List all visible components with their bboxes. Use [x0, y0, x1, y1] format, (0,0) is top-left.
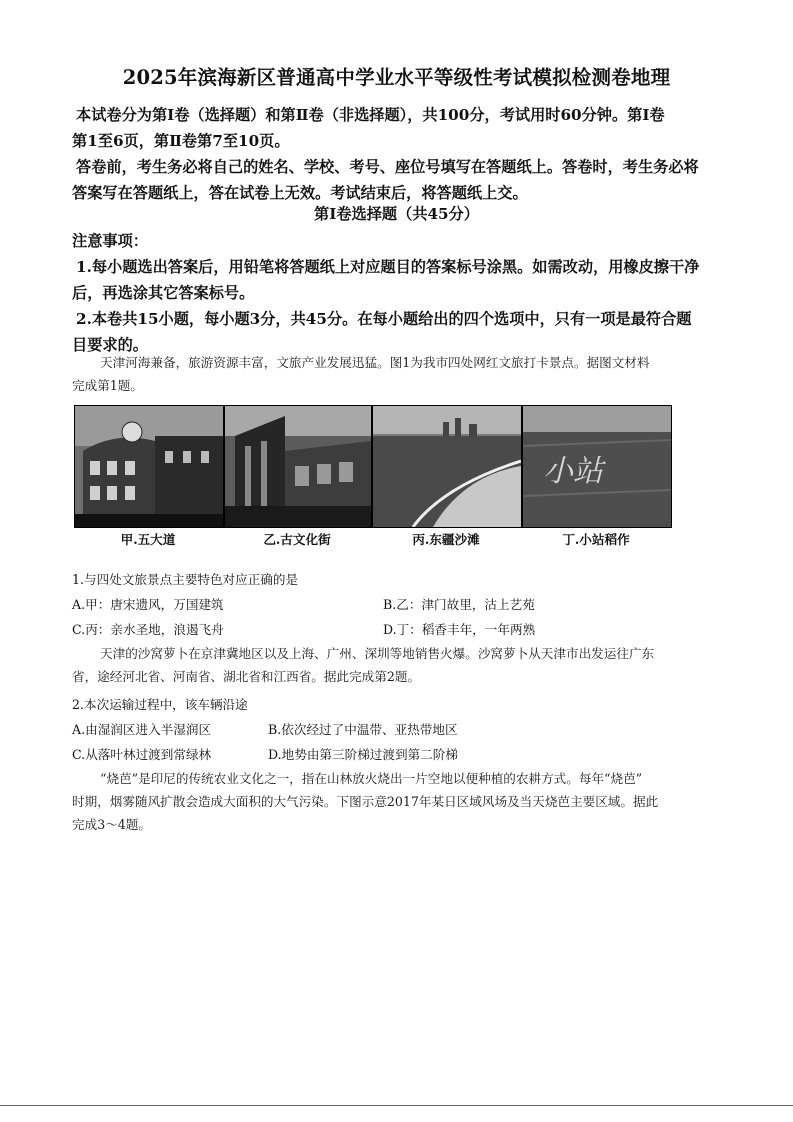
question-1-stem: 1.与四处文旅景点主要特色对应正确的是 — [72, 572, 299, 587]
material-2-line-2: 省，途经河北省、河南省、湖北省和江西省。据此完成第2题。 — [72, 669, 421, 684]
material-3-line-3: 完成3～4题。 — [72, 817, 151, 832]
page-bottom-rule — [0, 1105, 793, 1106]
notice-heading: 注意事项： — [72, 232, 148, 250]
photo-dongjiang-beach — [372, 405, 522, 528]
material-3-line-1: “烧芭”是印尼的传统农业文化之一，指在山林放火烧出一片空地以便种植的农耕方式。每年“烧芭” — [100, 771, 643, 786]
material-3 — [72, 767, 728, 836]
figure-1-photos — [74, 405, 672, 550]
material-3-line-2: 时期，烟雾随风扩散会造成大面积的大气污染。下图示意2017年某日区域风场及当天烧芭主要区域。据此 — [72, 794, 659, 809]
material-2-line-1: 天津的沙窝萝卜在京津冀地区以及上海、广州、深圳等地销售火爆。沙窝萝卜从天津市出发运往广东 — [100, 646, 655, 661]
rice-field-image — [523, 406, 671, 527]
material-2 — [72, 642, 728, 688]
page-title: 2025年滨海新区普通高中学业水平等级性考试模拟检测卷地理 — [122, 66, 671, 89]
question-2-option-c[interactable]: C.从落叶林过渡到常绿林 — [72, 747, 212, 762]
notice-item-1-line-1: 1.每小题选出答案后，用铅笔将答题纸上对应题目的答案标号涂黑。如需改动，用橡皮擦干净 — [76, 258, 700, 276]
photo-xiaozhan-rice — [522, 405, 672, 528]
photo-gu-wenhua-jie — [224, 405, 372, 528]
intro-text — [72, 102, 732, 206]
question-1-option-d[interactable]: D.丁：稻香丰年，一年两熟 — [383, 622, 536, 637]
section-title: 第Ⅰ卷选择题（共45分） — [314, 205, 479, 223]
notice-item-2-line-2: 目要求的。 — [72, 336, 148, 354]
notice-item-1-line-2: 后，再选涂其它答案标号。 — [72, 284, 255, 302]
intro-line-3: 答卷前，考生务必将自己的姓名、学校、考号、座位号填写在答题纸上。答卷时，考生务必将 — [76, 158, 699, 176]
caption-gu-wenhua-jie: 乙.古文化街 — [263, 532, 331, 547]
rice-field-lettering: 小站 — [543, 454, 603, 489]
question-1-option-b[interactable]: B.乙：津门故里，沽上艺苑 — [383, 597, 535, 612]
notice-block — [72, 228, 732, 358]
photo-wudadao — [74, 405, 224, 528]
question-1-option-c[interactable]: C.丙：亲水圣地，浪遏飞舟 — [72, 622, 224, 637]
street-image — [225, 406, 371, 527]
question-2-option-d[interactable]: D.地势由第三阶梯过渡到第二阶梯 — [268, 747, 458, 762]
question-2-option-a[interactable]: A.由湿润区进入半湿润区 — [72, 722, 212, 737]
material-1 — [72, 351, 728, 397]
material-1-line-2: 完成第1题。 — [72, 378, 143, 393]
material-1-line-1: 天津河海兼备，旅游资源丰富，文旅产业发展迅猛。图1为我市四处网红文旅打卡景点。据图文材料 — [100, 355, 650, 370]
question-1-option-a[interactable]: A.甲：唐宋遗风，万国建筑 — [72, 597, 224, 612]
intro-line-2: 第1至6页，第Ⅱ卷第7至10页。 — [72, 132, 290, 150]
caption-xiaozhan-rice: 丁.小站稻作 — [562, 532, 630, 547]
building-image — [75, 406, 223, 527]
question-2-stem: 2.本次运输过程中，该车辆沿途 — [72, 697, 248, 712]
beach-image — [373, 406, 521, 527]
question-2-option-b[interactable]: B.依次经过了中温带、亚热带地区 — [268, 722, 458, 737]
caption-wudadao: 甲.五大道 — [120, 532, 176, 547]
caption-dongjiang-beach: 丙.东疆沙滩 — [412, 532, 480, 547]
notice-item-2-line-1: 2.本卷共15小题，每小题3分，共45分。在每小题给出的四个选项中，只有一项是最符合题 — [76, 310, 692, 328]
intro-line-1: 本试卷分为第Ⅰ卷（选择题）和第Ⅱ卷（非选择题），共100分，考试用时60分钟。第Ⅰ卷 — [76, 106, 665, 124]
intro-line-4: 答案写在答题纸上，答在试卷上无效。考试结束后，将答题纸上交。 — [72, 184, 528, 202]
